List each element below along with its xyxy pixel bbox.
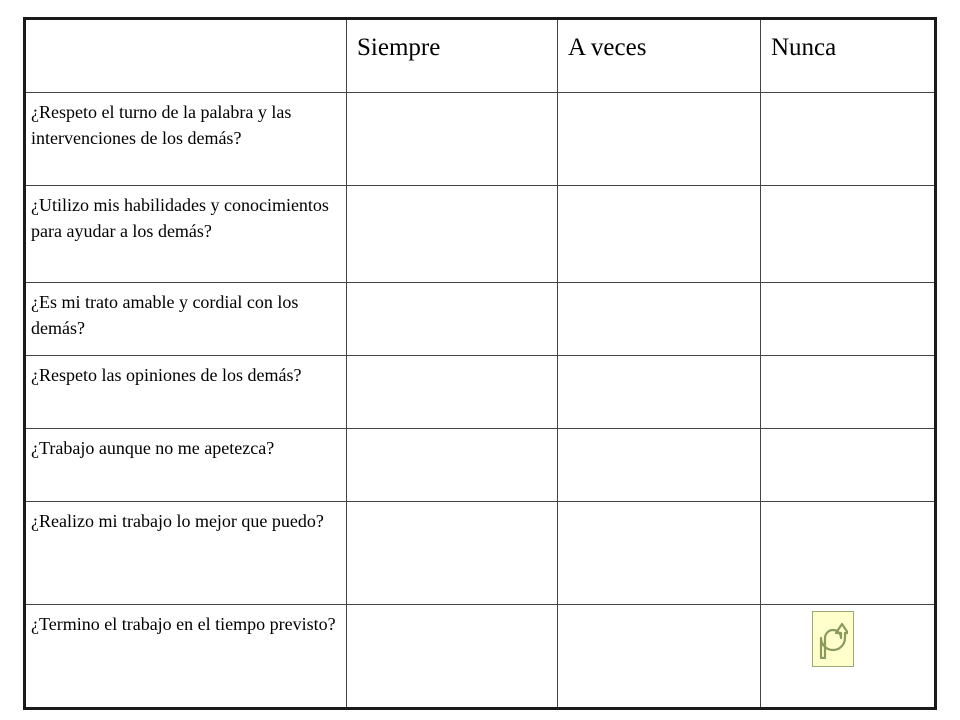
self-assessment-table bbox=[23, 17, 937, 710]
answer-cell-a-veces[interactable] bbox=[558, 356, 761, 429]
header-label-a-veces: A veces bbox=[568, 34, 647, 61]
header-label-siempre: Siempre bbox=[357, 34, 441, 61]
answer-cell-siempre[interactable] bbox=[347, 502, 558, 605]
table-header-empty bbox=[26, 20, 347, 93]
answer-cell-a-veces[interactable] bbox=[558, 429, 761, 502]
answer-cell-a-veces[interactable] bbox=[558, 186, 761, 283]
answer-cell-a-veces[interactable] bbox=[558, 502, 761, 605]
answer-cell-siempre[interactable] bbox=[347, 605, 558, 707]
question-cell bbox=[26, 186, 347, 283]
answer-cell-nunca[interactable] bbox=[761, 93, 934, 186]
table-header-siempre bbox=[347, 20, 558, 93]
question-text: ¿Utilizo mis habilidades y conocimientos para ayudar a los demás? bbox=[31, 195, 329, 241]
header-label-nunca: Nunca bbox=[771, 34, 837, 61]
answer-cell-nunca[interactable] bbox=[761, 429, 934, 502]
question-cell bbox=[26, 429, 347, 502]
question-text: ¿Termino el trabajo en el tiempo previsto? bbox=[31, 614, 336, 634]
question-cell bbox=[26, 356, 347, 429]
answer-cell-siempre[interactable] bbox=[347, 186, 558, 283]
return-button[interactable] bbox=[812, 611, 854, 667]
question-text: ¿Trabajo aunque no me apetezca? bbox=[31, 438, 275, 458]
table-header-nunca bbox=[761, 20, 934, 93]
question-text: ¿Respeto el turno de la palabra y las intervenciones de los demás? bbox=[31, 102, 292, 148]
table-header-a-veces bbox=[558, 20, 761, 93]
question-cell bbox=[26, 93, 347, 186]
answer-cell-siempre[interactable] bbox=[347, 356, 558, 429]
answer-cell-a-veces[interactable] bbox=[558, 283, 761, 356]
question-text: ¿Es mi trato amable y cordial con los demás? bbox=[31, 292, 299, 338]
question-text: ¿Realizo mi trabajo lo mejor que puedo? bbox=[31, 511, 324, 531]
question-text: ¿Respeto las opiniones de los demás? bbox=[31, 365, 302, 385]
answer-cell-nunca[interactable] bbox=[761, 283, 934, 356]
answer-cell-siempre[interactable] bbox=[347, 429, 558, 502]
question-cell bbox=[26, 283, 347, 356]
answer-cell-nunca[interactable] bbox=[761, 502, 934, 605]
answer-cell-nunca[interactable] bbox=[761, 356, 934, 429]
answer-cell-a-veces[interactable] bbox=[558, 93, 761, 186]
answer-cell-nunca[interactable] bbox=[761, 186, 934, 283]
answer-cell-siempre[interactable] bbox=[347, 283, 558, 356]
answer-cell-nunca[interactable] bbox=[761, 605, 934, 707]
answer-cell-a-veces[interactable] bbox=[558, 605, 761, 707]
answer-cell-siempre[interactable] bbox=[347, 93, 558, 186]
question-cell bbox=[26, 605, 347, 707]
return-arrow-icon bbox=[818, 619, 848, 659]
question-cell bbox=[26, 502, 347, 605]
